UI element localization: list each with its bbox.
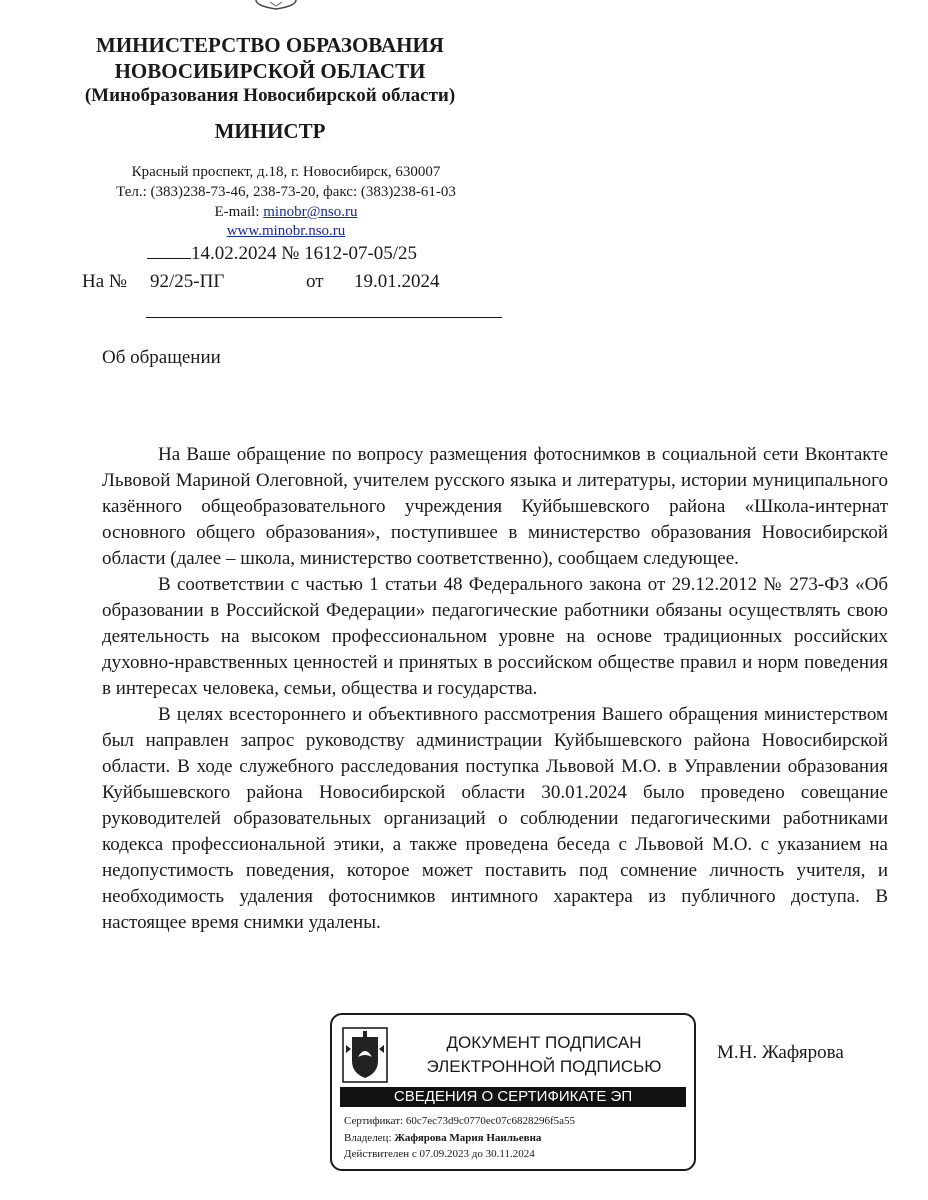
letter-body (102, 442, 888, 936)
address-email-line (40, 202, 532, 222)
reference-number: 92/25-ПГ (150, 271, 225, 292)
stamp-title-line1: ДОКУМЕНТ ПОДПИСАН (446, 1033, 642, 1052)
reference-from-label: от (306, 271, 324, 292)
reference-date: 19.01.2024 (354, 271, 440, 292)
email-link[interactable]: minobr@nso.ru (263, 204, 358, 220)
body-paragraph-3: В целях всестороннего и объективного рассмотрения Вашего обращения министерством был направлен запрос руководству администрации Куйбышевского района Новосибирской области. В ходе служебного расследования поступка Львовой М.О. в Управлении образования Куйбышевского района Новосибирской области 30.01.2024 было проведено совещание руководителей образовательных организаций о соблюдении педагогическими работниками кодекса профессиональной этики, а также проведена беседа с Львовой М.О. с указанием на недопустимость поведения, которое может поставить под сомнение личность учителя, и необходимость удаления фотоснимков интимного характера из публичного доступа. В настоящее время снимки удалены. (102, 704, 888, 933)
address-website-line (40, 221, 532, 241)
ministry-title-line2: НОВОСИБИРСКОЙ ОБЛАСТИ (114, 59, 426, 83)
letter-subject: Об обращении (102, 347, 221, 368)
owner-label: Владелец: (344, 1132, 395, 1144)
certificate-label: Сертификат: (344, 1115, 406, 1127)
address-phones: Тел.: (383)238-73-46, 238-73-20, факс: (383)238-61-03 (116, 184, 456, 200)
body-paragraph-2: В соответствии с частью 1 статьи 48 Федерального закона от 29.12.2012 № 273-ФЗ «Об образовании в Российской Федерации» педагогические работники обязаны осуществлять свою деятельность на высоком профессиональном уровне на основе традиционных российских духовно-нравственных ценностей и принятых в российском обществе правил и норм поведения в интересах человека, семьи, общества и государства. (102, 574, 888, 699)
reference-label: На № (82, 271, 128, 292)
ministry-title-line1: МИНИСТЕРСТВО ОБРАЗОВАНИЯ (96, 33, 444, 57)
blank-underline (147, 242, 191, 259)
owner-value: Жафярова Мария Наильевна (394, 1132, 542, 1144)
header-divider (146, 317, 502, 318)
signer-name: М.Н. Жафярова (717, 1042, 844, 1063)
certificate-owner (344, 1131, 541, 1145)
outgoing-registration (147, 242, 417, 266)
position-title: МИНИСТР (214, 119, 326, 143)
ministry-short-name: (Минобразования Новосибирской области) (84, 85, 456, 106)
coat-of-arms-icon (252, 0, 300, 10)
certificate-id (344, 1114, 575, 1128)
address-street: Красный проспект, д.18, г. Новосибирск, 630007 (131, 164, 441, 180)
region-emblem-icon (342, 1027, 388, 1083)
certificate-info-band: СВЕДЕНИЯ О СЕРТИФИКАТЕ ЭП (340, 1087, 686, 1107)
body-paragraph-1: На Ваше обращение по вопросу размещения фотоснимков в социальной сети Вконтакте Львовой Мариной Олеговной, учителем русского языка и литературы, истории муниципального казённого общеобразовательного учреждения Куйбышевского района «Школа-интернат основного общего образования», поступившее в министерство образования Новосибирской области (далее – школа, министерство соответственно), сообщаем следующее. (102, 444, 888, 569)
certificate-validity: Действителен с 07.09.2023 до 30.11.2024 (344, 1148, 535, 1160)
stamp-title-line2: ЭЛЕКТРОННОЙ ПОДПИСЬЮ (426, 1057, 662, 1076)
email-label: E-mail: (214, 204, 264, 220)
certificate-value: 60c7ec73d9c0770ec07c6828296f5a55 (405, 1115, 576, 1127)
website-link[interactable]: www.minobr.nso.ru (226, 223, 346, 239)
outgoing-number: 14.02.2024 № 1612-07-05/25 (191, 243, 418, 264)
